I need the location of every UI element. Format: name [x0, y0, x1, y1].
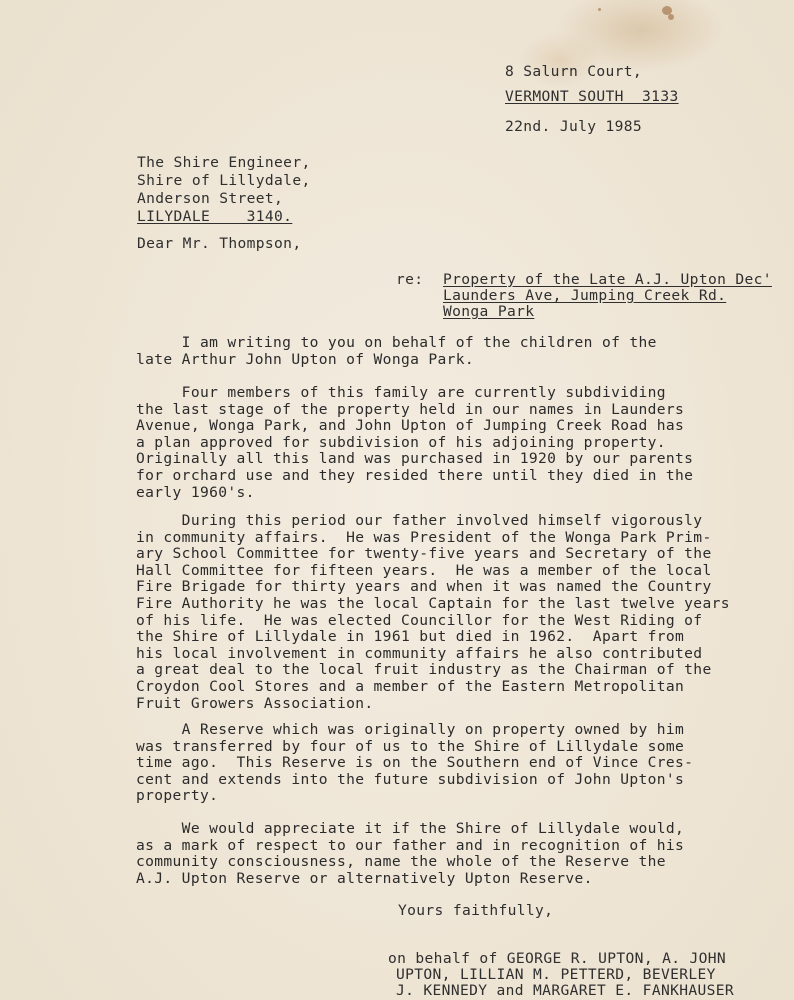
recipient-line2: Shire of Lillydale, [137, 172, 311, 189]
paragraph-line: the Shire of Lillydale in 1961 but died in 1962. Apart from [136, 628, 685, 646]
paragraph-line: a great deal to the local fruit industry as the Chairman of the [136, 661, 712, 679]
signatories-line3: J. KENNEDY and MARGARET E. FANKHAUSER [396, 982, 735, 999]
paragraph-line: late Arthur John Upton of Wonga Park. [136, 350, 475, 368]
paragraph-line: community consciousness, name the whole of the Reserve the [136, 853, 666, 871]
signatories-line1: on behalf of GEORGE R. UPTON, A. JOHN [388, 950, 727, 967]
re-line2: Launders Ave, Jumping Creek Rd. [443, 287, 727, 304]
paragraph-2 [136, 385, 693, 501]
closing: Yours faithfully, [398, 902, 554, 919]
paragraph-line: the last stage of the property held in our names in Launders [136, 400, 685, 418]
paragraph-line: a plan approved for subdivision of his adjoining property. [136, 433, 666, 451]
recipient-line3: Anderson Street, [137, 190, 284, 207]
re-line3: Wonga Park [443, 303, 535, 320]
signatories-line2: UPTON, LILLIAN M. PETTERD, BEVERLEY [396, 966, 716, 983]
paragraph-line: ary School Committee for twenty-five years and Secretary of the [136, 545, 712, 563]
paragraph-line: I am writing to you on behalf of the children of the [136, 334, 657, 351]
salutation: Dear Mr. Thompson, [137, 235, 302, 252]
paragraph-line: property. [136, 787, 219, 805]
paragraph-line: in community affairs. He was President of the Wonga Park Prim- [136, 528, 712, 546]
letter-date: 22nd. July 1985 [505, 118, 643, 135]
paragraph-5 [136, 821, 684, 887]
sender-address-line1: 8 Salurn Court, [505, 63, 643, 80]
paragraph-line: Four members of this family are currently subdividing [136, 384, 666, 401]
re-line1: Property of the Late A.J. Upton Dec' [443, 271, 772, 288]
paragraph-3 [136, 513, 730, 712]
paragraph-line: Croydon Cool Stores and a member of the Eastern Metropolitan [136, 677, 685, 695]
re-prefix: re: [396, 271, 424, 288]
paragraph-line: Originally all this land was purchased in 1920 by our parents [136, 450, 694, 468]
paragraph-line: A.J. Upton Reserve or alternatively Upton Reserve. [136, 869, 593, 887]
paragraph-line: Hall Committee for fifteen years. He was a member of the local [136, 561, 712, 579]
stain-mark [598, 8, 601, 11]
recipient-line4: LILYDALE 3140. [137, 208, 293, 225]
paragraph-4 [136, 722, 693, 805]
paragraph-line: Fruit Growers Association. [136, 694, 374, 712]
paragraph-1 [136, 335, 657, 368]
stain-mark [668, 14, 674, 20]
paragraph-line: was transferred by four of us to the Shire of Lillydale some [136, 737, 685, 755]
paragraph-line: time ago. This Reserve is on the Southern end of Vince Cres- [136, 754, 694, 772]
sender-address-line2: VERMONT SOUTH 3133 [505, 88, 679, 105]
paragraph-line: Fire Brigade for thirty years and when it was named the Country [136, 578, 712, 596]
paragraph-line: During this period our father involved himself vigorously [136, 512, 703, 529]
paragraph-line: Avenue, Wonga Park, and John Upton of Jumping Creek Road has [136, 417, 685, 435]
paragraph-line: for orchard use and they resided there until they died in the [136, 466, 694, 484]
paragraph-line: Fire Authority he was the local Captain for the last twelve years [136, 594, 730, 612]
paragraph-line: of his life. He was elected Councillor for the West Riding of [136, 611, 703, 629]
paragraph-line: A Reserve which was originally on property owned by him [136, 721, 685, 738]
recipient-line1: The Shire Engineer, [137, 154, 311, 171]
paragraph-line: cent and extends into the future subdivision of John Upton's [136, 770, 685, 788]
paragraph-line: his local involvement in community affairs he also contributed [136, 644, 703, 662]
paragraph-line: We would appreciate it if the Shire of Lillydale would, [136, 820, 685, 837]
paragraph-line: as a mark of respect to our father and in recognition of his [136, 836, 685, 854]
paragraph-line: early 1960's. [136, 483, 255, 501]
